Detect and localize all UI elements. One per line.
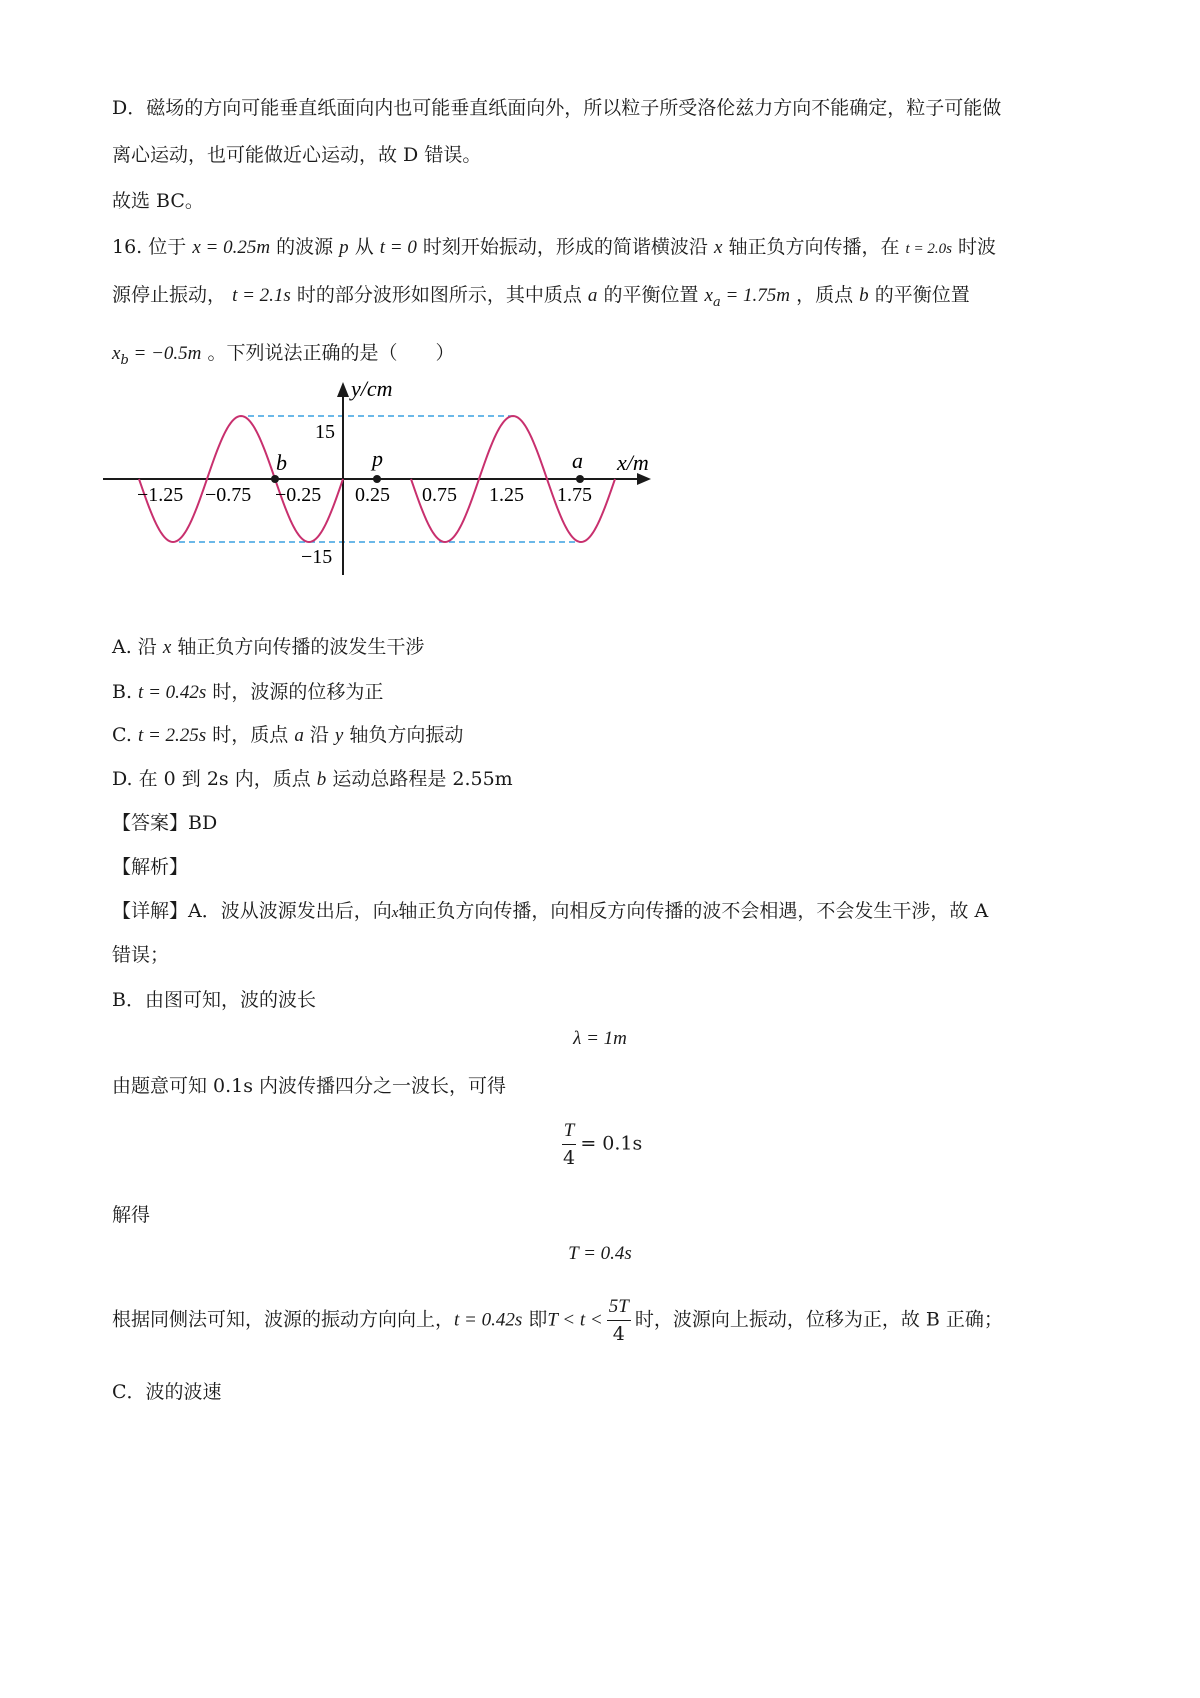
x-axis-label: x/m [617, 450, 649, 475]
detail-a-line-1: 【详解】A．波从波源发出后，向x轴正负方向传播，向相反方向传播的波不会相遇，不会发生干涉，故 A [112, 900, 989, 922]
equation-lambda: λ = 1m [573, 1028, 627, 1049]
point-a [576, 475, 584, 483]
detail-b-line-2: 由题意可知 0.1s 内波传播四分之一波长，可得 [112, 1075, 507, 1097]
option-a: A. 沿 x 轴正负方向传播的波发生干涉 [112, 636, 425, 658]
detail-a-line-2: 错误； [112, 944, 170, 966]
solve-label: 解得 [112, 1204, 151, 1226]
option-d-line-2: 离心运动，也可能做近心运动，故 D 错误。 [112, 144, 482, 166]
y-axis-arrow [337, 382, 349, 397]
option-c: C. t = 2.25s 时，质点 a 沿 y 轴负方向振动 [112, 724, 464, 746]
x-tick-minus-1-25: −1.25 [137, 484, 184, 506]
x-tick-1-75: 1.75 [557, 484, 592, 506]
label-a: a [572, 448, 583, 473]
detail-c-line-1: C．波的波速 [112, 1381, 222, 1403]
y-tick-minus-15: −15 [301, 546, 333, 568]
detail-b-line-3: 根据同侧法可知，波源的振动方向向上，t = 0.42s 即T < t < $\frac{5T}{4}$ 时，波源向上振动，位移为正，故 B 正确； [112, 1296, 1003, 1345]
point-b [271, 475, 279, 483]
equation-t-over-4: $\frac{T}{4}$ = 0.1s [562, 1120, 643, 1169]
analysis-heading: 【解析】 [112, 856, 189, 878]
answer: 【答案】BD [112, 812, 218, 834]
x-tick-minus-0-25: −0.25 [275, 484, 322, 506]
x-tick-0-75: 0.75 [422, 484, 457, 506]
x-tick-minus-0-75: −0.75 [205, 484, 252, 506]
label-b: b [276, 450, 287, 475]
question-16-line-2: 源停止振动， t = 2.1s 时的部分波形如图所示，其中质点 a 的平衡位置 $x_a = 1.75m$ ，质点 b 的平衡位置 [112, 284, 970, 310]
label-p: p [372, 446, 383, 471]
question-16-line-1: 16. 位于 x = 0.25m 的波源 p 从 t = 0 时刻开始振动，形成的简谐横波沿 x 轴正负方向传播，在 t = 2.0s 时波 [112, 236, 996, 258]
option-d-line-1: D．磁场的方向可能垂直纸面向内也可能垂直纸面向外，所以粒子所受洛伦兹力方向不能确定，粒子可能做 [112, 97, 1002, 119]
option-d: D. 在 0 到 2s 内，质点 b 运动总路程是 2.55m [112, 768, 513, 790]
question-16-line-3: $x_b = -0.5m$ 。下列说法正确的是（ ） [112, 342, 455, 368]
detail-b-line-1: B．由图可知，波的波长 [112, 989, 316, 1011]
equation-period: T = 0.4s [568, 1243, 632, 1264]
wave-figure [95, 370, 675, 585]
previous-answer: 故选 BC。 [112, 190, 204, 212]
y-tick-15: 15 [315, 421, 335, 443]
point-p [373, 475, 381, 483]
option-b: B. t = 0.42s 时，波源的位移为正 [112, 681, 384, 703]
x-tick-1-25: 1.25 [489, 484, 524, 506]
y-axis-label: y/cm [351, 376, 393, 401]
x-tick-0-25: 0.25 [355, 484, 390, 506]
